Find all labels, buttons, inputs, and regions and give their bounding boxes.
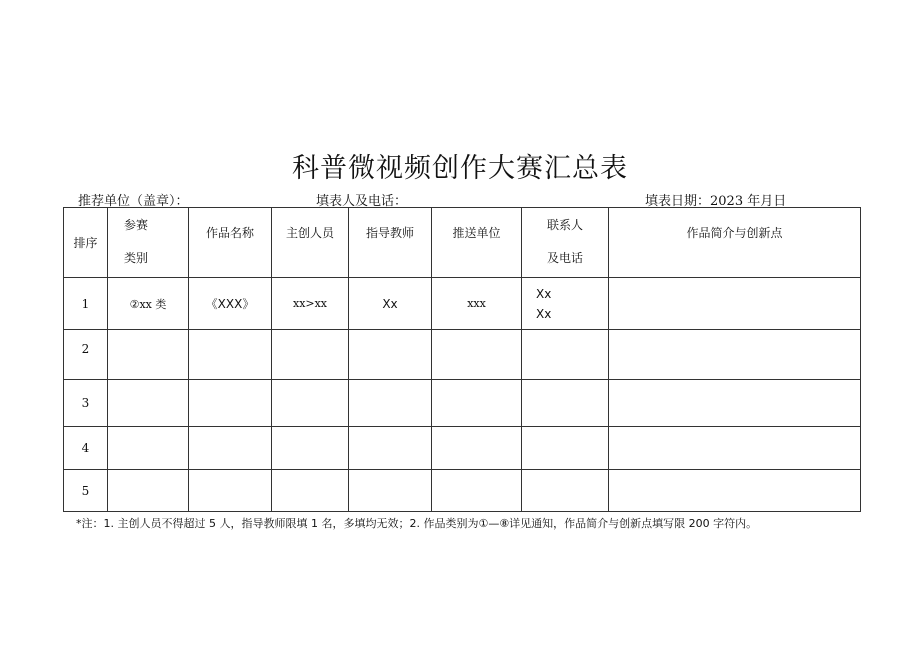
row-intro <box>609 470 861 512</box>
row-intro <box>609 380 861 427</box>
row-creators: xx>xx <box>272 278 349 330</box>
header-category-line2: 类别 <box>124 251 149 265</box>
row-creators <box>272 427 349 470</box>
row-category <box>108 330 189 380</box>
row-contact-line2: Xx <box>536 306 552 321</box>
row-contact <box>522 470 609 512</box>
row-category <box>108 380 189 427</box>
filler-label: 填表人及电话： <box>316 194 408 209</box>
header-contact <box>522 208 609 278</box>
header-work-name: 作品名称 <box>189 208 272 278</box>
row-work-name <box>189 330 272 380</box>
row-sending-unit <box>432 380 522 427</box>
row-contact-line1: Xx <box>536 286 552 301</box>
row-work-name <box>189 470 272 512</box>
table-row <box>64 278 861 330</box>
row-work-name: 《XXX》 <box>189 278 272 330</box>
row-category <box>108 470 189 512</box>
row-rank: 5 <box>64 470 108 512</box>
table-row <box>64 380 861 427</box>
row-rank: 3 <box>64 380 108 427</box>
row-rank: 2 <box>64 330 108 380</box>
fill-date-label: 填表日期：2023 年月日 <box>645 194 787 209</box>
row-advisor: Xx <box>349 278 432 330</box>
recommend-unit-label: 推荐单位（盖章）： <box>78 194 189 209</box>
header-sending-unit: 推送单位 <box>432 208 522 278</box>
row-intro <box>609 427 861 470</box>
row-contact <box>522 427 609 470</box>
row-sending-unit: xxx <box>432 278 522 330</box>
row-advisor <box>349 330 432 380</box>
row-advisor <box>349 470 432 512</box>
header-category-line1: 参赛 <box>124 218 149 232</box>
row-rank: 4 <box>64 427 108 470</box>
document-title: 科普微视频创作大赛汇总表 <box>292 153 628 184</box>
header-contact-line2: 及电话 <box>546 251 583 265</box>
row-contact <box>522 330 609 380</box>
row-creators <box>272 330 349 380</box>
row-creators <box>272 380 349 427</box>
summary-table <box>63 207 861 512</box>
header-rank: 排序 <box>64 208 108 278</box>
row-sending-unit <box>432 330 522 380</box>
row-work-name <box>189 427 272 470</box>
table-row <box>64 427 861 470</box>
table-row <box>64 470 861 512</box>
row-rank: 1 <box>64 278 108 330</box>
row-sending-unit <box>432 427 522 470</box>
row-category: ②xx 类 <box>108 278 189 330</box>
table-header-row <box>64 208 861 278</box>
header-category <box>108 208 189 278</box>
header-creators: 主创人员 <box>272 208 349 278</box>
row-contact <box>522 380 609 427</box>
row-advisor <box>349 380 432 427</box>
row-sending-unit <box>432 470 522 512</box>
row-category <box>108 427 189 470</box>
footnote: *注：1. 主创人员不得超过 5 人，指导教师限填 1 名，多填均无效；2. 作品类别为①—⑧详见通知，作品简介与创新点填写限 200 字符内。 <box>76 517 758 530</box>
row-work-name <box>189 380 272 427</box>
table-row <box>64 330 861 380</box>
row-contact <box>522 278 609 330</box>
header-intro: 作品简介与创新点 <box>609 208 861 278</box>
row-advisor <box>349 427 432 470</box>
header-advisor: 指导教师 <box>349 208 432 278</box>
row-intro <box>609 330 861 380</box>
row-intro <box>609 278 861 330</box>
row-creators <box>272 470 349 512</box>
header-contact-line1: 联系人 <box>546 218 583 232</box>
